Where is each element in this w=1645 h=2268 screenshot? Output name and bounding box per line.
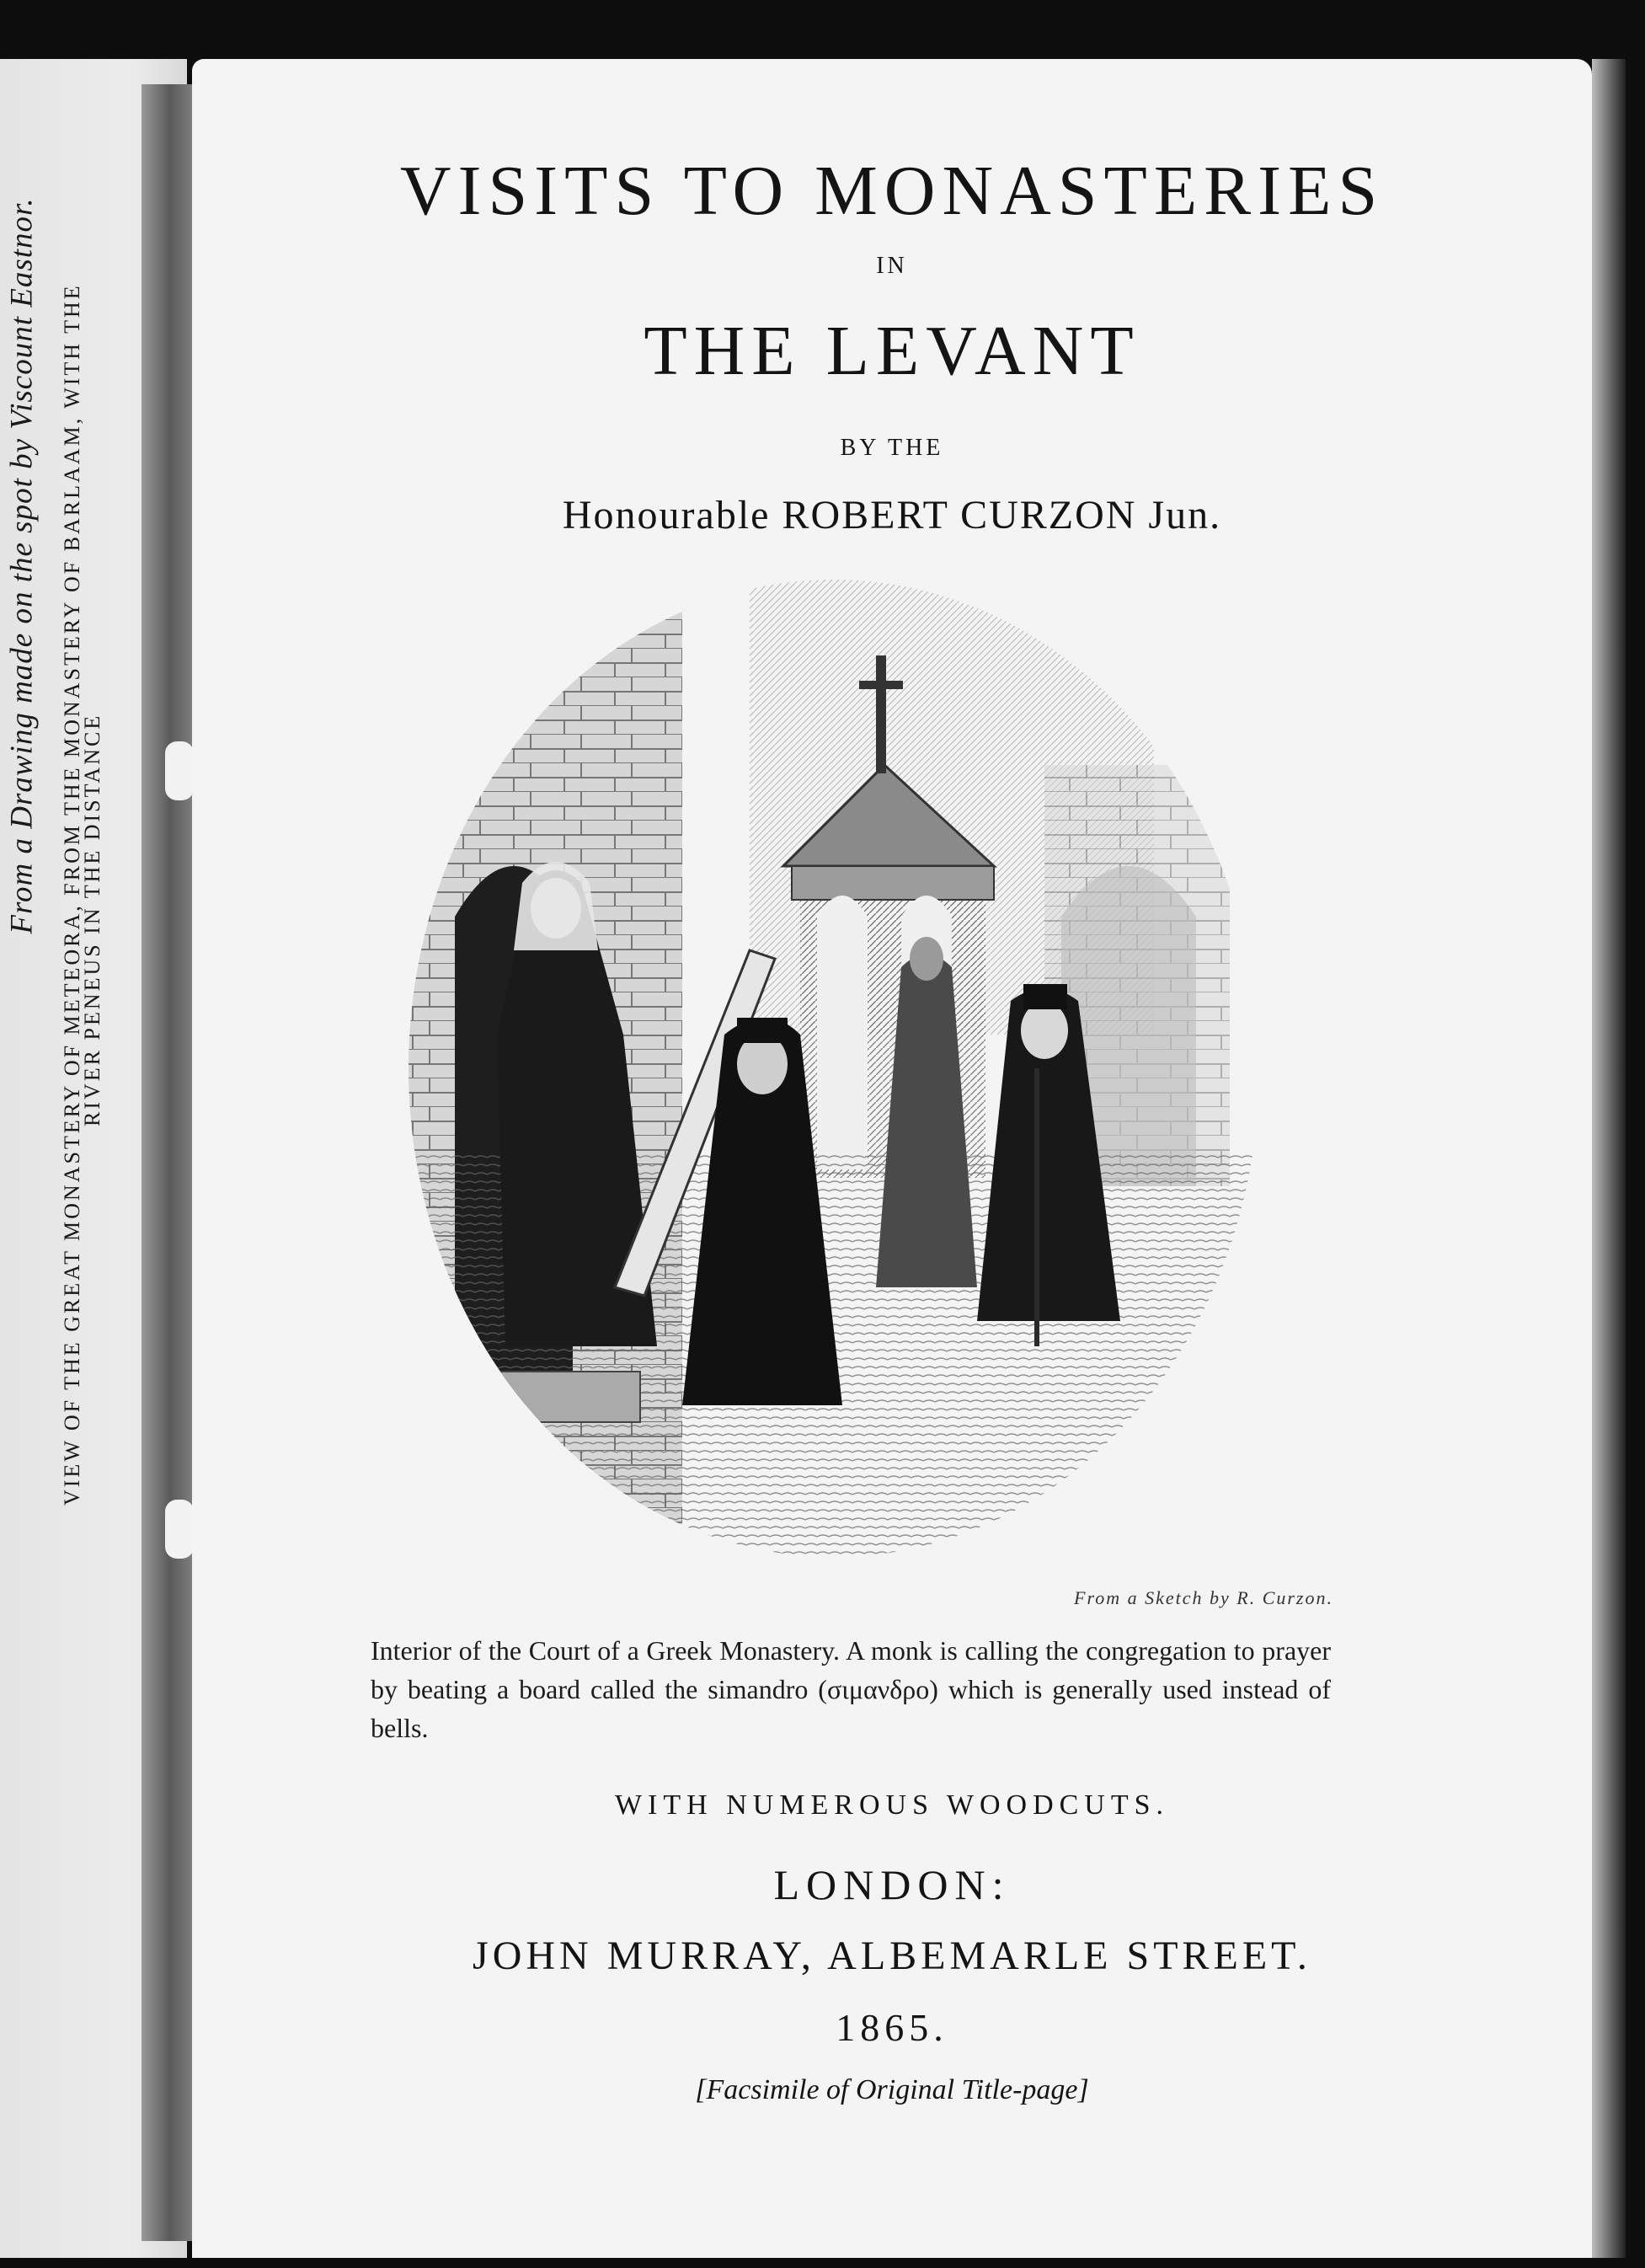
illustration-credit: From a Sketch by R. Curzon. xyxy=(1074,1587,1333,1608)
imprint-publisher: JOHN MURRAY, ALBEMARLE STREET. xyxy=(473,1934,1311,1978)
plate-caption-line-2: RIVER PENEUS IN THE DISTANCE xyxy=(80,713,104,1126)
page-edge-shadow xyxy=(1592,59,1626,2258)
plate-caption-line-1: VIEW OF THE GREAT MONASTERY OF METEORA, FROM THE MONASTERY OF BARLAAM, WITH THE xyxy=(60,283,84,1506)
imprint-city: LONDON: xyxy=(773,1861,1011,1908)
plate-credit: From a Drawing made on the spot by Viscount Eastnor. xyxy=(4,197,40,934)
facsimile-note: [Facsimile of Original Title-page] xyxy=(695,2074,1089,2105)
book-title-line-2: THE LEVANT xyxy=(644,312,1140,390)
author-name: Honourable ROBERT CURZON Jun. xyxy=(562,493,1222,538)
binding-hole xyxy=(165,741,194,800)
title-connector: IN xyxy=(876,253,908,279)
woodcut-illustration xyxy=(404,563,1263,1574)
woodcuts-note: WITH NUMEROUS WOODCUTS. xyxy=(614,1789,1170,1821)
imprint-year: 1865. xyxy=(836,2006,948,2049)
book-title: VISITS TO MONASTERIES xyxy=(399,152,1385,230)
byline-prefix: BY THE xyxy=(840,435,944,461)
illustration-caption: Interior of the Court of a Greek Monastery. A monk is calling the congregation to prayer by beating a board called the simandro (σιμανδρο) which is generally used instead of bells. xyxy=(371,1635,1331,1743)
binding-hole xyxy=(165,1500,194,1559)
